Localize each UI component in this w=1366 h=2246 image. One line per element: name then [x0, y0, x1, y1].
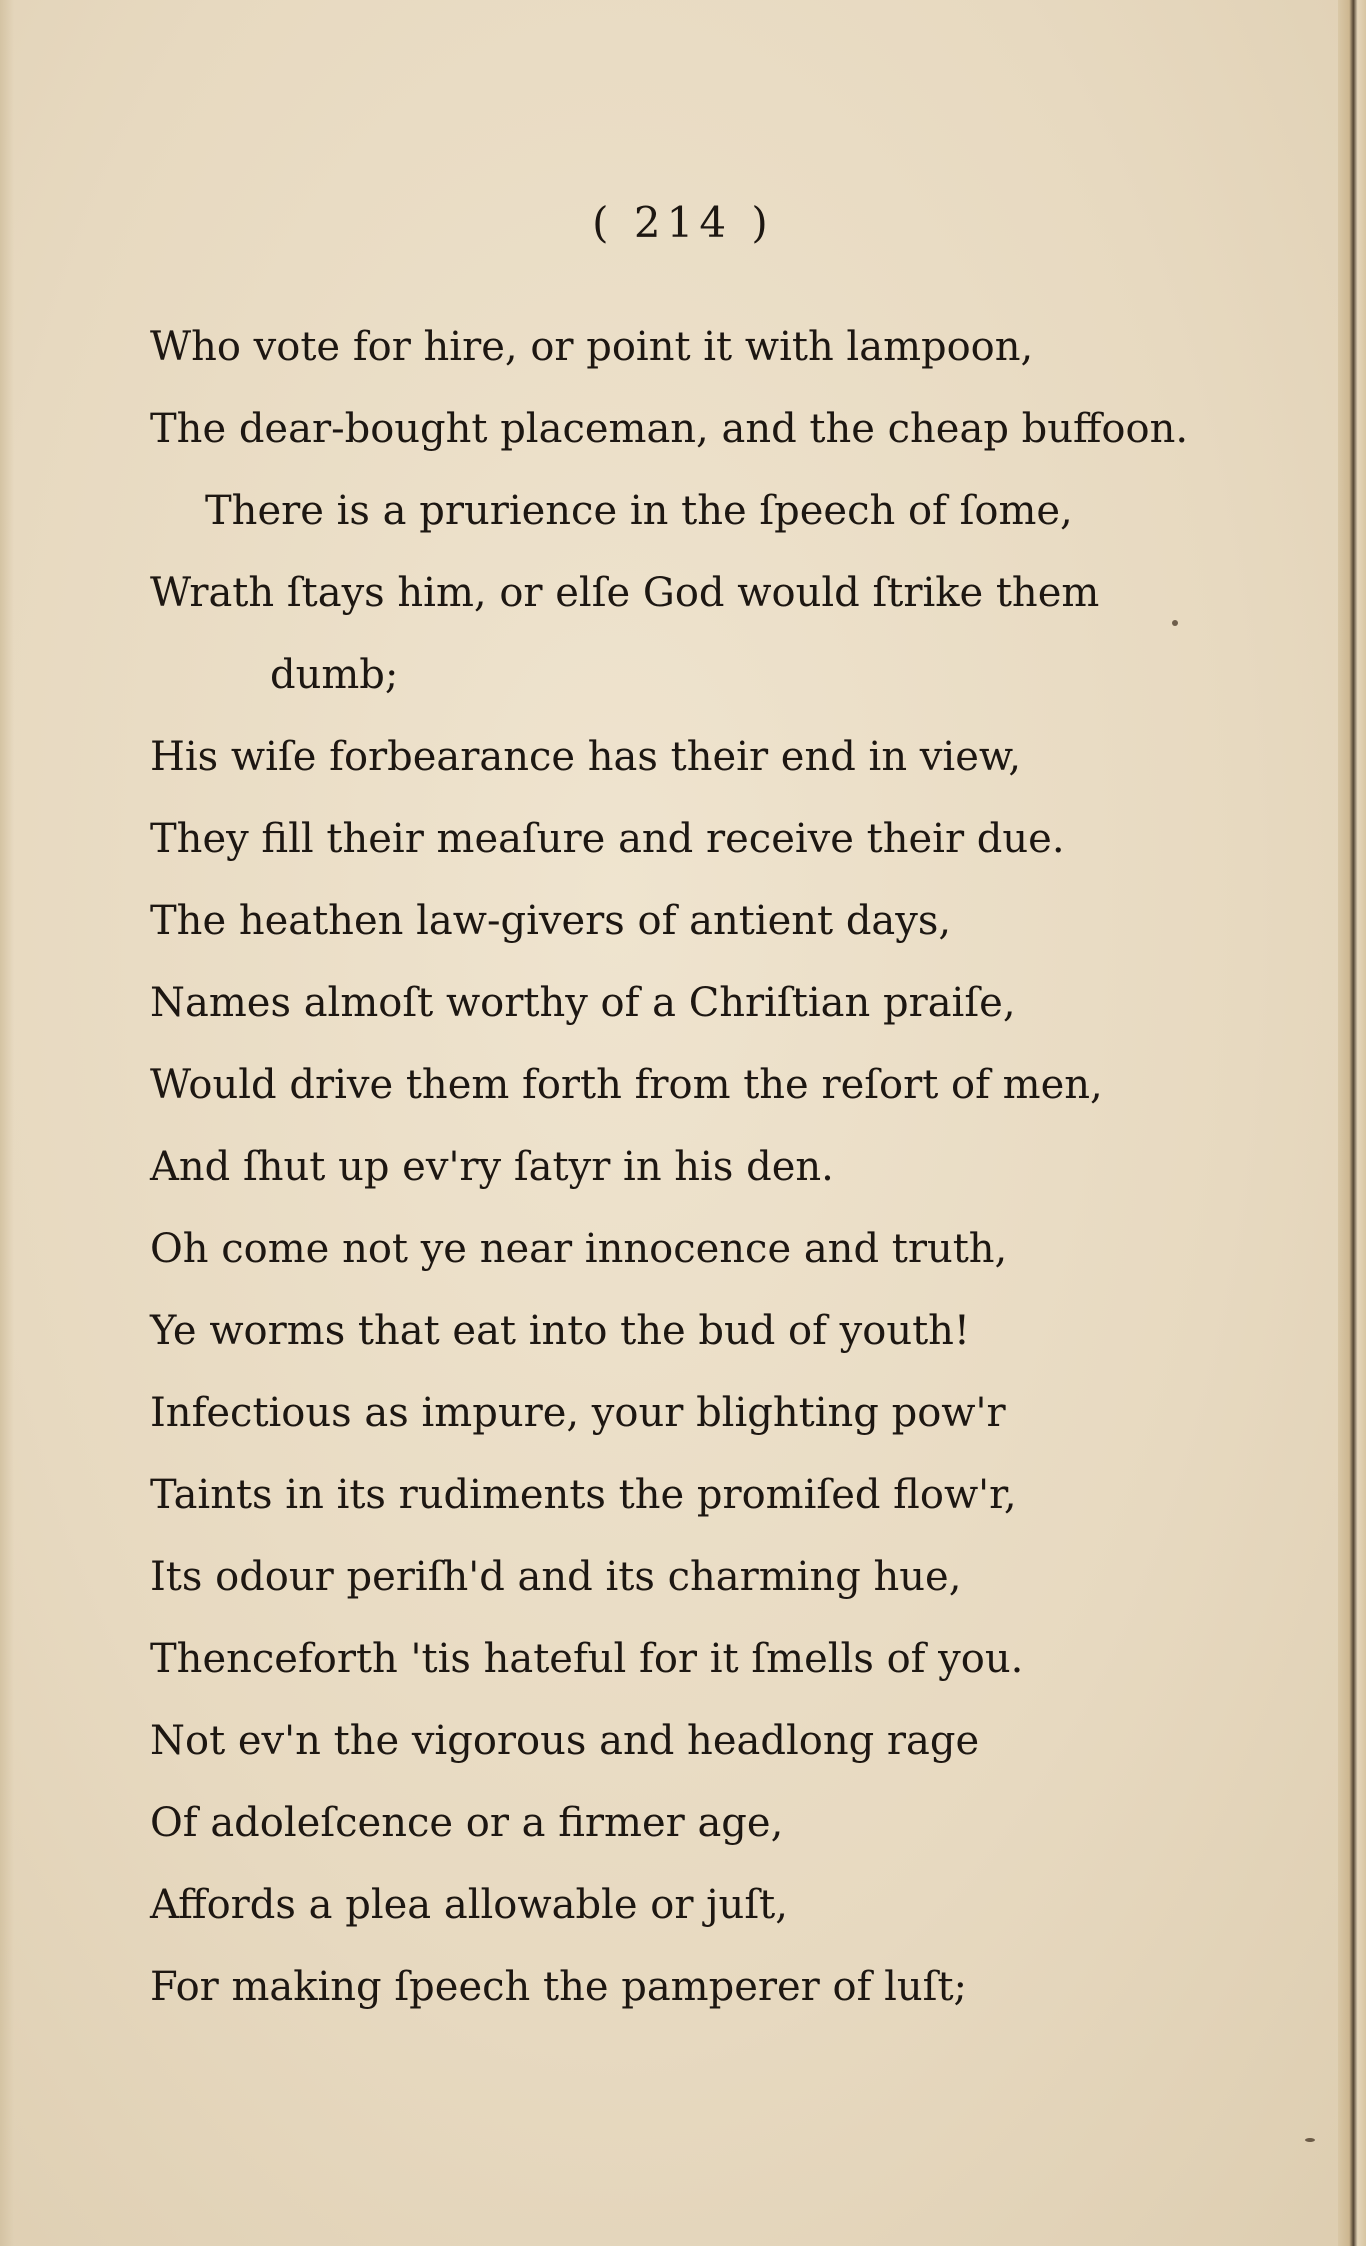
poem-line: Affords a plea allowable or juſt,	[150, 1882, 788, 1928]
ink-speck	[1172, 620, 1178, 626]
poem-line: Oh come not ye near innocence and truth,	[150, 1226, 1008, 1272]
poem-line: Of adoleſcence or a firmer age,	[150, 1800, 784, 1846]
poem-line: The dear-bought placeman, and the cheap buffoon.	[150, 406, 1189, 452]
poem-line: Its odour periſh'd and its charming hue,	[150, 1554, 962, 1600]
poem-line: Wrath ſtays him, or elſe God would ſtrike them	[150, 570, 1100, 616]
poem-line: For making ſpeech the pamperer of luſt;	[150, 1964, 968, 2010]
poem-line: There is a prurience in the ſpeech of ſome,	[205, 488, 1073, 534]
poem-text	[150, 312, 1260, 2034]
page-number-header: ( 214 )	[592, 198, 774, 247]
poem-line: They fill their meaſure and receive their due.	[150, 816, 1065, 862]
poem-line: Infectious as impure, your blighting pow'r	[150, 1390, 1006, 1436]
poem-line: Thenceforth 'tis hateful for it ſmells of you.	[150, 1636, 1024, 1682]
poem-line: Who vote for hire, or point it with lampoon,	[150, 324, 1034, 370]
ink-speck	[1305, 2138, 1315, 2142]
poem-line: Names almoſt worthy of a Chriſtian praiſe,	[150, 980, 1016, 1026]
poem-line: His wiſe forbearance has their end in view,	[150, 734, 1022, 780]
poem-line: Ye worms that eat into the bud of youth!	[150, 1308, 970, 1354]
poem-line: And ſhut up ev'ry ſatyr in his den.	[150, 1144, 834, 1190]
poem-line: Would drive them forth from the reſort of men,	[150, 1062, 1103, 1108]
page-edge	[1338, 0, 1366, 2246]
poem-line: Not ev'n the vigorous and headlong rage	[150, 1718, 980, 1764]
poem-line: The heathen law-givers of antient days,	[150, 898, 952, 944]
poem-line: Taints in its rudiments the promiſed flow'r,	[150, 1472, 1017, 1518]
page-gutter-shadow	[0, 0, 14, 2246]
poem-line-continuation: dumb;	[270, 652, 399, 698]
